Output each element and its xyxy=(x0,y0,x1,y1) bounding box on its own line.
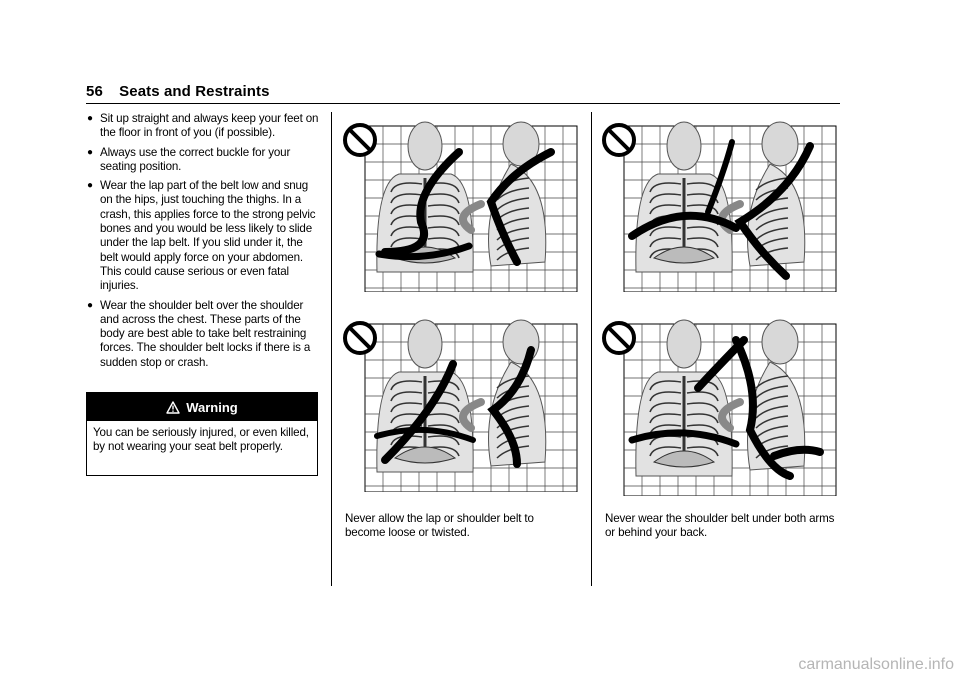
bullet-icon: ● xyxy=(87,113,93,124)
warning-header xyxy=(87,393,317,421)
bullet-list xyxy=(86,112,320,370)
page-header xyxy=(86,83,270,100)
seatbelt-diagram xyxy=(602,112,838,292)
prohibited-icon xyxy=(345,323,375,353)
warning-triangle-icon xyxy=(166,401,180,414)
illustration-belt-behind-back xyxy=(602,310,838,496)
bullet-icon: ● xyxy=(87,146,93,158)
bullet-icon: ● xyxy=(87,299,93,311)
seatbelt-diagram xyxy=(343,112,579,292)
list-item: ● Wear the shoulder belt over the shoulder and across the chest. These parts of the body are best able to take belt restraining forces. The shoulder belt locks if there is a sudden stop or crash. xyxy=(87,298,311,369)
caption-under-arms-behind: Never wear the shoulder belt under both arms or behind your back. xyxy=(605,512,835,540)
watermark: carmanualsonline.info xyxy=(798,656,954,673)
page-number: 56 xyxy=(86,83,103,100)
prohibited-icon xyxy=(604,323,634,353)
bullet-column xyxy=(86,112,320,375)
prohibited-icon xyxy=(345,125,375,155)
list-item: ● Wear the lap part of the belt low and snug on the hips, just touching the thighs. In a crash, this applies force to the strong pelvic bones and you would be less likely to slide under the lap belt. If you slid under it, the belt would apply force on your abdomen. This could cause serious or even fatal injuries. xyxy=(87,179,316,293)
illustration-belt-loose xyxy=(343,112,579,292)
bullet-icon: ● xyxy=(87,180,93,192)
illustration-belt-twisted xyxy=(343,310,579,492)
column-divider xyxy=(591,112,592,586)
header-rule xyxy=(86,103,840,104)
warning-title: Warning xyxy=(186,399,238,415)
list-item: ● Always use the correct buckle for your seating position. xyxy=(87,145,291,173)
caption-loose-twisted: Never allow the lap or shoulder belt to become loose or twisted. xyxy=(345,512,534,540)
warning-box xyxy=(86,392,318,476)
section-title: Seats and Restraints xyxy=(119,83,270,100)
prohibited-icon xyxy=(604,125,634,155)
list-item: ● Sit up straight and always keep your feet on the floor in front of you (if possible). xyxy=(87,112,319,140)
illustration-belt-under-arm xyxy=(602,112,838,292)
seatbelt-diagram xyxy=(602,310,838,496)
warning-text: You can be seriously injured, or even killed, by not wearing your seat belt properly. xyxy=(93,426,309,454)
column-divider xyxy=(331,112,332,586)
seatbelt-diagram xyxy=(343,310,579,492)
